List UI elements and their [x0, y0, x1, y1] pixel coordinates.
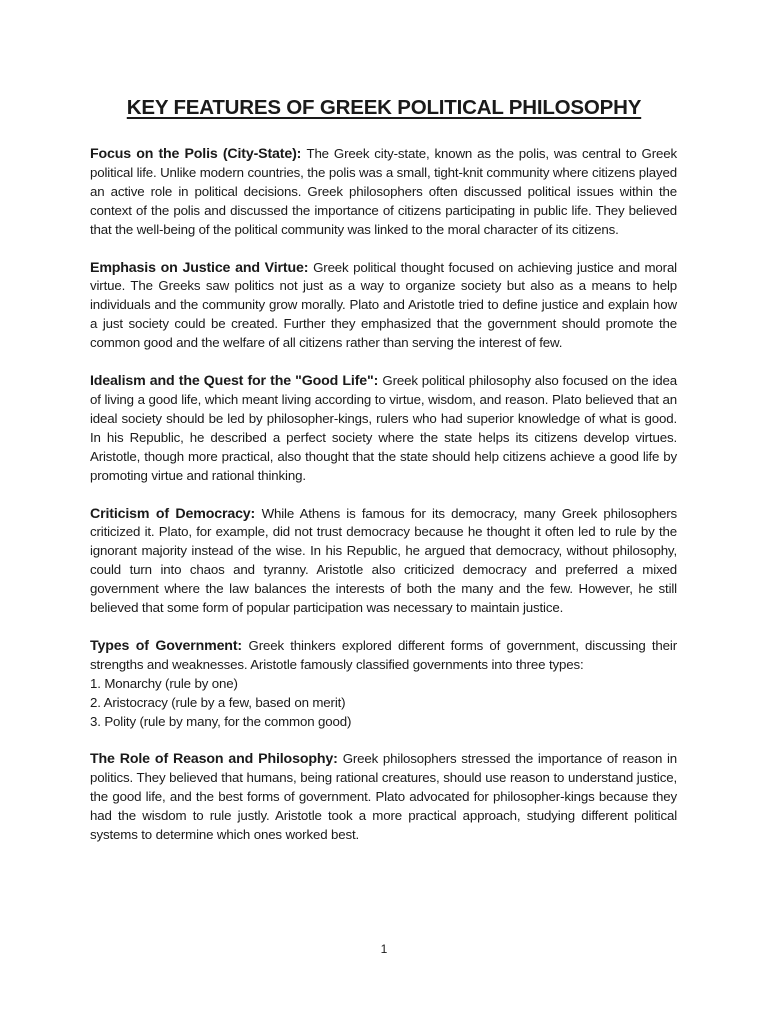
list-item: 2. Aristocracy (rule by a few, based on merit)	[90, 694, 346, 710]
section-heading: Criticism of Democracy:	[90, 505, 262, 522]
section-body: Greek thinkers explored different forms of government, discussing their strengths and weaknesses. Aristotle famously classified governments into three types:	[90, 637, 677, 672]
list-item: 1. Monarchy (rule by one)	[90, 675, 238, 691]
section-heading: Focus on the Polis (City-State):	[90, 146, 307, 162]
section-body: Greek political philosophy also focused on the idea of living a good life, which meant living according to virtue, wisdom, and reason. Plato believed that an ideal society should be led by philosopher-kings, rulers who had superior knowledge of what is good. In his Republic, he described a perfect society where the state helps its citizens develop virtues. Aristotle, though more practical, also thought that the state should help citizens achieve a good life by promoting virtue and rational thinking.	[90, 373, 677, 483]
page-number: 1	[380, 942, 388, 956]
section-polis	[90, 145, 677, 240]
section-heading: The Role of Reason and Philosophy:	[90, 751, 343, 768]
section-good-life	[90, 372, 677, 485]
section-heading: Idealism and the Quest for the "Good Life":	[90, 373, 383, 390]
section-body: The Greek city-state, known as the polis, was central to Greek political life. Unlike modern countries, the polis was a small, tight-knit community where citizens played an active role in political decisions. Greek philosophers often discussed political issues within the context of the polis and discussed the importance of citizens participating in public life. They believed that the well-being of the political community was linked to the moral character of its citizens.	[90, 146, 677, 237]
section-body: While Athens is famous for its democracy, many Greek philosophers criticized it. Plato, for example, did not trust democracy because he thought it often led to rule by the ignorant majority instead of the wise. In his Republic, he argued that democracy, without philosophy, could turn into chaos and tyranny. Aristotle also criticized democracy and preferred a mixed government where the law balances the interests of both the many and the few. However, he still believed that some form of popular participation was necessary to maintain justice.	[90, 505, 677, 616]
document-body	[90, 145, 677, 864]
section-heading: Types of Government:	[90, 637, 249, 654]
section-heading: Emphasis on Justice and Virtue:	[90, 259, 314, 276]
section-reason-philosophy	[90, 750, 677, 845]
section-types-of-government	[90, 637, 677, 732]
list-item: 3. Polity (rule by many, for the common good)	[90, 713, 352, 729]
section-body: Greek philosophers stressed the importance of reason in politics. They believed that humans, being rational creatures, should use reason to understand justice, the good life, and the best forms of government. Plato advocated for philosopher-kings because they had the wisdom to rule justly. Aristotle took a more practical approach, studying different political systems to determine which ones worked best.	[90, 751, 677, 843]
section-criticism-democracy	[90, 505, 677, 618]
section-body: Greek political thought focused on achieving justice and moral virtue. The Greeks saw politics not just as a way to organize society but also as a means to help individuals and the community grow morally. Plato and Aristotle tried to define justice and explain how a just society could be created. Further they emphasized that the government should promote the common good and the welfare of all citizens rather than serving the interest of few.	[90, 259, 677, 351]
document-title: KEY FEATURES OF GREEK POLITICAL PHILOSOPHY	[126, 96, 642, 119]
section-justice-virtue	[90, 259, 677, 354]
